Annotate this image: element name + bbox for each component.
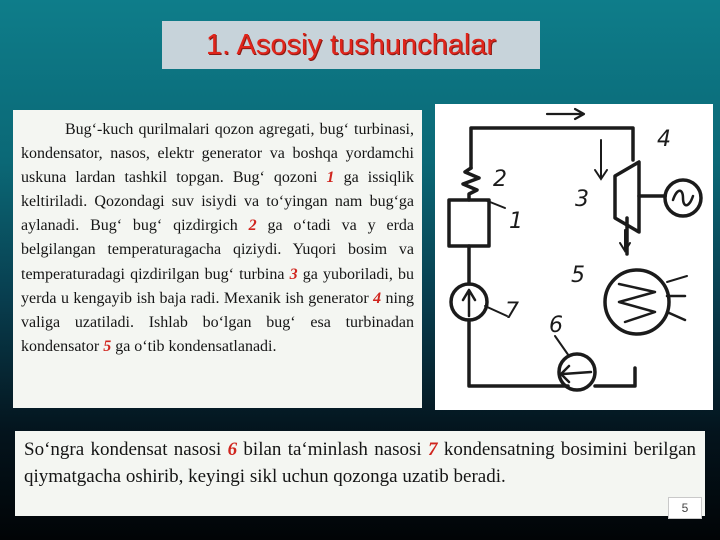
pump7-arrow [463,290,475,316]
leader-6 [555,336,569,356]
page-number: 5 [668,497,702,519]
component-number: 6 [227,439,238,460]
label-6: 6 [549,313,563,338]
flow-arrow-top [547,109,584,119]
bottom-text-box [15,431,705,516]
diagram-svg [435,104,713,410]
label-5: 5 [571,263,585,288]
condenser-coil [619,284,655,322]
label-1: 1 [509,209,523,234]
superheater-coil [463,168,479,200]
main-text-box [13,110,422,408]
condenser-5 [605,270,669,334]
generator-sine [673,191,693,206]
label-7: 7 [505,299,519,324]
label-2: 2 [493,167,507,192]
paragraph-continuation: So‘ngra kondensat nasosi 6 bilan ta‘minlash nasosi 7 kondensatning bosimini berilgan qiymatgacha oshirib, keyingi sikl uchun qozonga uzatib beradi. [24,439,696,487]
paragraph-description: Bug‘-kuch qurilmalari qozon agregati, bug‘ turbinasi, kondensator, nasos, elektr generator va boshqa yordamchi uskuna lardan tashkil topgan. Bug‘ qozoni 1 ga issiqlik keltiriladi. Qozondagi suv isiydi va to‘yingan nam bug‘ga aylanadi. Bug‘ bug‘ qizdirgich 2 ga o‘tadi va y erda belgilangan temperaturagacha qiziydi. Yuqori bosim va temperaturadagi qizdirilgan bug‘ turbina 3 ga yuboriladi, bu yerda u kengayib ish baja radi. Mexanik ish generator 4 ning valiga uzatiladi. Ishlab bo‘lgan bug‘ esa turbinadan kondensator 5 ga o‘tib kondensatlanadi. [21,121,414,355]
label-3: 3 [575,187,589,212]
label-4: 4 [657,127,671,152]
component-number: 5 [103,337,112,355]
leader-7 [485,306,507,316]
steam-cycle-diagram [435,104,713,410]
pump6-arrow [561,366,591,382]
component-number: 3 [289,265,298,283]
boiler-box [449,200,489,246]
pipe-top [471,128,633,168]
component-number: 2 [248,217,257,235]
title-banner [162,21,540,69]
slide-title: 1. Asosiy tushunchalar [205,28,497,61]
component-number: 1 [326,169,335,187]
pipe-bottom-right [595,368,635,386]
component-number: 4 [373,289,382,307]
flow-arrow-turbine-in [595,140,607,179]
component-number: 7 [428,439,438,460]
leader-5 [667,276,687,282]
